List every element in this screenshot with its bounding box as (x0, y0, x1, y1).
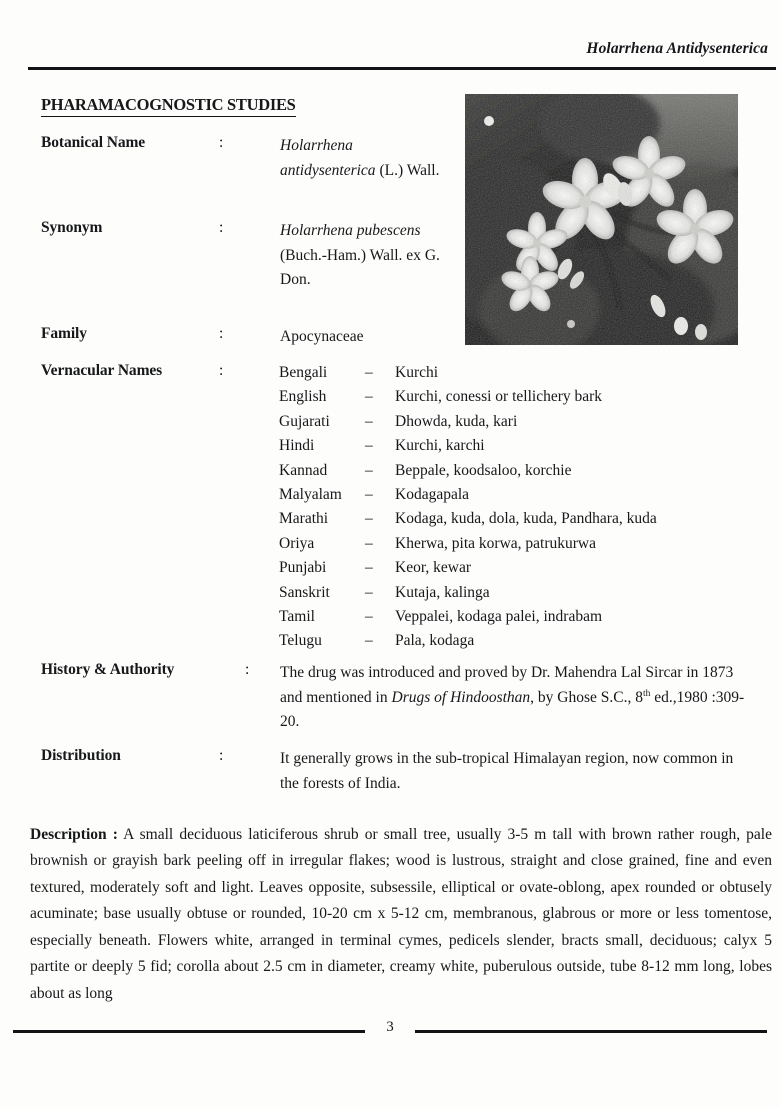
table-row (279, 410, 657, 434)
synonym-label: Synonym (41, 219, 103, 236)
distribution-label: Distribution (41, 747, 121, 764)
row-dash: – (365, 486, 373, 504)
distribution-value: It generally grows in the sub-tropical Himalayan region, now common in the forests of India. (280, 750, 734, 792)
table-row (279, 605, 657, 629)
table-row (279, 507, 657, 531)
table-row (279, 581, 657, 605)
history-book-title: Drugs of Hindoosthan (391, 688, 531, 706)
table-row (279, 483, 657, 507)
language-name: English (279, 388, 327, 406)
footer-rule-right (415, 1030, 767, 1033)
family-value: Apocynaceae (280, 328, 364, 345)
vernacular-names-label: Vernacular Names (41, 362, 163, 379)
language-name: Oriya (279, 534, 315, 552)
local-names: Veppalei, kodaga palei, indrabam (395, 608, 603, 626)
table-row (279, 629, 657, 653)
description-text: A small deciduous laticiferous shrub or small tree, usually 3-5 m tall with brown rather rough, pale brownish or grayish bark peeling off in irregular flakes; wood is lustrous, straight and close grained, fine and even textured, moderately soft and light. Leaves opposite, subsessile, elliptical or ovate-oblong, apex rounded or obtusely acuminate; base usually obtuse or rounded, 10-20 cm x 5-12 cm, membranous, glabrous or more or less tomentose, especially beneath. Flowers white, arranged in terminal cymes, pedicels slender, bracts small, deciduous; calyx 5 partite or deeply 5 fid; corolla about 2.5 cm in diameter, creamy white, puberulous outside, tube 8-12 mm long, lobes about as long (30, 825, 772, 1002)
local-names: Kodaga, kuda, dola, kuda, Pandhara, kuda (395, 510, 657, 528)
botanical-name-label: Botanical Name (41, 134, 146, 151)
history-authority-value (280, 661, 745, 735)
language-name: Tamil (279, 608, 315, 626)
vernacular-names-table (279, 361, 657, 654)
synonym-authority: (Buch.-Ham.) Wall. ex G. Don. (280, 246, 440, 288)
table-row (279, 361, 657, 385)
language-name: Kannad (279, 461, 328, 479)
family-colon: : (219, 325, 224, 342)
page-number: 3 (386, 1019, 394, 1035)
row-dash: – (365, 412, 373, 430)
language-name: Gujarati (279, 412, 330, 430)
botanical-name-authority: (L.) Wall. (375, 161, 440, 179)
history-text-3: ed.,1980 :309-20. (280, 688, 745, 730)
history-authority-label: History & Authority (41, 661, 175, 678)
flower-photo-graphic (465, 94, 738, 345)
botanical-name-value (280, 134, 440, 183)
family-label: Family (41, 325, 87, 342)
language-name: Telugu (279, 632, 322, 650)
vernacular-names-body (279, 361, 657, 654)
row-dash: – (365, 364, 373, 381)
table-row (279, 556, 657, 580)
page-title: PHARAMACOGNOSTIC STUDIES (41, 95, 296, 117)
row-dash: – (365, 583, 373, 601)
language-name: Punjabi (279, 559, 327, 577)
history-authority-colon: : (245, 661, 250, 678)
language-name: Bengali (279, 364, 328, 381)
local-names: Kutaja, kalinga (395, 583, 490, 601)
synonym-value (280, 219, 440, 293)
language-name: Malyalam (279, 486, 342, 504)
local-names: Kurchi (395, 364, 439, 381)
row-dash: – (365, 388, 373, 406)
synonym-colon: : (219, 219, 224, 236)
language-name: Sanskrit (279, 583, 330, 601)
local-names: Pala, kodaga (395, 632, 475, 650)
synonym-italic: Holarrhena pubescens (280, 222, 421, 239)
botanical-name-italic: Holarrhena antidysenterica (280, 137, 376, 179)
language-name: Marathi (279, 510, 329, 528)
local-names: Kherwa, pita korwa, patrukurwa (395, 534, 596, 552)
vernacular-names-colon: : (219, 362, 224, 379)
botanical-name-colon: : (219, 134, 224, 151)
description-paragraph (30, 822, 772, 1008)
history-edition-superscript: th (642, 688, 651, 699)
history-text-1: The drug was introduced and proved by Dr. Mahendra Lal Sircar in 1873 and mentioned in (280, 664, 734, 706)
running-head: Holarrhena Antidysenterica (586, 40, 768, 57)
local-names: Kodagapala (395, 486, 470, 504)
local-names: Dhowda, kuda, kari (395, 412, 518, 430)
table-row (279, 459, 657, 483)
row-dash: – (365, 510, 373, 528)
local-names: Kurchi, conessi or tellichery bark (395, 388, 603, 406)
table-row (279, 532, 657, 556)
plant-photograph (465, 94, 738, 345)
row-dash: – (365, 437, 373, 455)
table-row (279, 434, 657, 458)
local-names: Beppale, koodsaloo, korchie (395, 461, 572, 479)
distribution-colon: : (219, 747, 224, 764)
description-label: Description : (30, 825, 118, 843)
header-rule (28, 67, 776, 70)
row-dash: – (365, 461, 373, 479)
local-names: Keor, kewar (395, 559, 471, 577)
local-names: Kurchi, karchi (395, 437, 485, 455)
row-dash: – (365, 608, 373, 626)
row-dash: – (365, 632, 373, 650)
row-dash: – (365, 559, 373, 577)
row-dash: – (365, 534, 373, 552)
history-text-2: , by Ghose S.C., 8 (530, 688, 643, 706)
table-row (279, 385, 657, 409)
language-name: Hindi (279, 437, 315, 455)
